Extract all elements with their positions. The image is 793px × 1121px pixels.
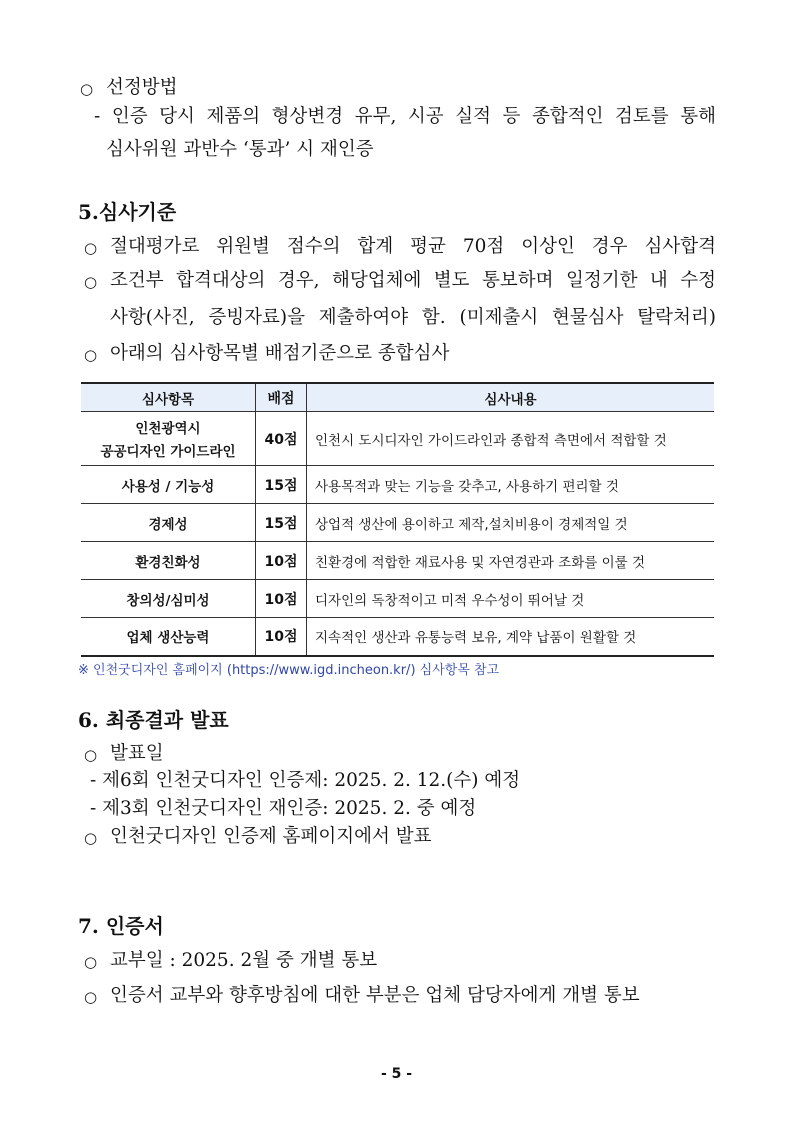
table-cell-content: 사용목적과 맞는 기능을 갖추고, 사용하기 편리할 것 — [307, 466, 715, 504]
bullet-icon: ○ — [84, 988, 98, 1006]
bullet-icon: ○ — [84, 346, 98, 364]
bullet-icon: ○ — [84, 239, 98, 257]
item-line: 인천광역시 — [135, 421, 201, 437]
dash-text: - 제3회 인천굿디자인 재인증: 2025. 2. 중 예정 — [90, 798, 477, 819]
dash-text: - 제6회 인천굿디자인 인증제: 2025. 2. 12.(수) 예정 — [90, 770, 521, 791]
table-cell-score: 10점 — [256, 580, 307, 618]
section-6-title: 6. 최종결과 발표 — [78, 708, 229, 732]
dash-text: - 인증 당시 제품의 형상변경 유무, 시공 실적 등 종합적인 검토를 통해 — [94, 106, 716, 127]
table-row — [81, 618, 714, 656]
table-header-cell: 배점 — [256, 383, 307, 412]
bullet-text: 교부일 : 2025. 2월 중 개별 통보 — [110, 950, 378, 971]
item-line: 공공디자인 가이드라인 — [100, 444, 236, 460]
table-cell-content: 친환경에 적합한 재료사용 및 자연경관과 조화를 이룰 것 — [307, 542, 715, 580]
bullet-icon: ○ — [84, 829, 98, 847]
bullet-icon: ○ — [80, 80, 94, 98]
table-row — [81, 542, 714, 580]
section-5-title: 5.심사기준 — [78, 200, 177, 224]
table-row — [81, 504, 714, 542]
bullet-icon: ○ — [84, 273, 98, 291]
table-cell-item: 환경친화성 — [81, 542, 256, 580]
bullet-icon: ○ — [84, 746, 98, 764]
table-cell-content: 디자인의 독창적이고 미적 우수성이 뛰어날 것 — [307, 580, 715, 618]
table-cell-item — [81, 412, 256, 466]
bullet-text: 인증서 교부와 향후방침에 대한 부분은 업체 담당자에게 개별 통보 — [110, 985, 640, 1006]
table-cell-item: 업체 생산능력 — [81, 618, 256, 656]
bullet-icon: ○ — [84, 953, 98, 971]
table-cell-score: 10점 — [256, 618, 307, 656]
section-7-title: 7. 인증서 — [78, 914, 164, 938]
bullet-text: 절대평가로 위원별 점수의 합계 평균 70점 이상인 경우 심사합격 — [110, 236, 716, 257]
table-row — [81, 580, 714, 618]
table-header-cell: 심사항목 — [81, 383, 256, 412]
table-cell-content: 상업적 생산에 용이하고 제작,설치비용이 경제적일 것 — [307, 504, 715, 542]
bullet-text: 아래의 심사항목별 배점기준으로 종합심사 — [110, 343, 450, 364]
table-cell-score: 15점 — [256, 466, 307, 504]
evaluation-criteria-table — [81, 382, 714, 657]
table-cell-item: 경제성 — [81, 504, 256, 542]
bullet-text: 사항(사진, 증빙자료)을 제출하여야 함. (미제출시 현물심사 탈락처리) — [110, 307, 716, 328]
table-cell-content: 인천시 도시디자인 가이드라인과 종합적 측면에서 적합할 것 — [307, 412, 715, 466]
table-cell-score: 15점 — [256, 504, 307, 542]
table-cell-item: 창의성/심미성 — [81, 580, 256, 618]
table-reference-note: ※ 인천굿디자인 홈페이지 (https://www.igd.incheon.kr/) 심사항목 참고 — [78, 663, 500, 678]
table-cell-score: 10점 — [256, 542, 307, 580]
bullet-text: 조건부 합격대상의 경우, 해당업체에 별도 통보하며 일정기한 내 수정 — [110, 270, 716, 291]
table-cell-score: 40점 — [256, 412, 307, 466]
page-number: - 5 - — [380, 1066, 413, 1082]
table-cell-content: 지속적인 생산과 유통능력 보유, 계약 납품이 원활할 것 — [307, 618, 715, 656]
table-cell-item: 사용성 / 기능성 — [81, 466, 256, 504]
table-row — [81, 466, 714, 504]
dash-text: 심사위원 과반수 ‘통과’ 시 재인증 — [106, 139, 374, 160]
bullet-text: 발표일 — [110, 743, 164, 764]
table-row — [81, 412, 714, 466]
table-header-row — [81, 383, 714, 412]
bullet-text: 선정방법 — [106, 77, 178, 98]
bullet-text: 인천굿디자인 인증제 홈페이지에서 발표 — [110, 826, 432, 847]
table-header-cell: 심사내용 — [307, 383, 715, 412]
